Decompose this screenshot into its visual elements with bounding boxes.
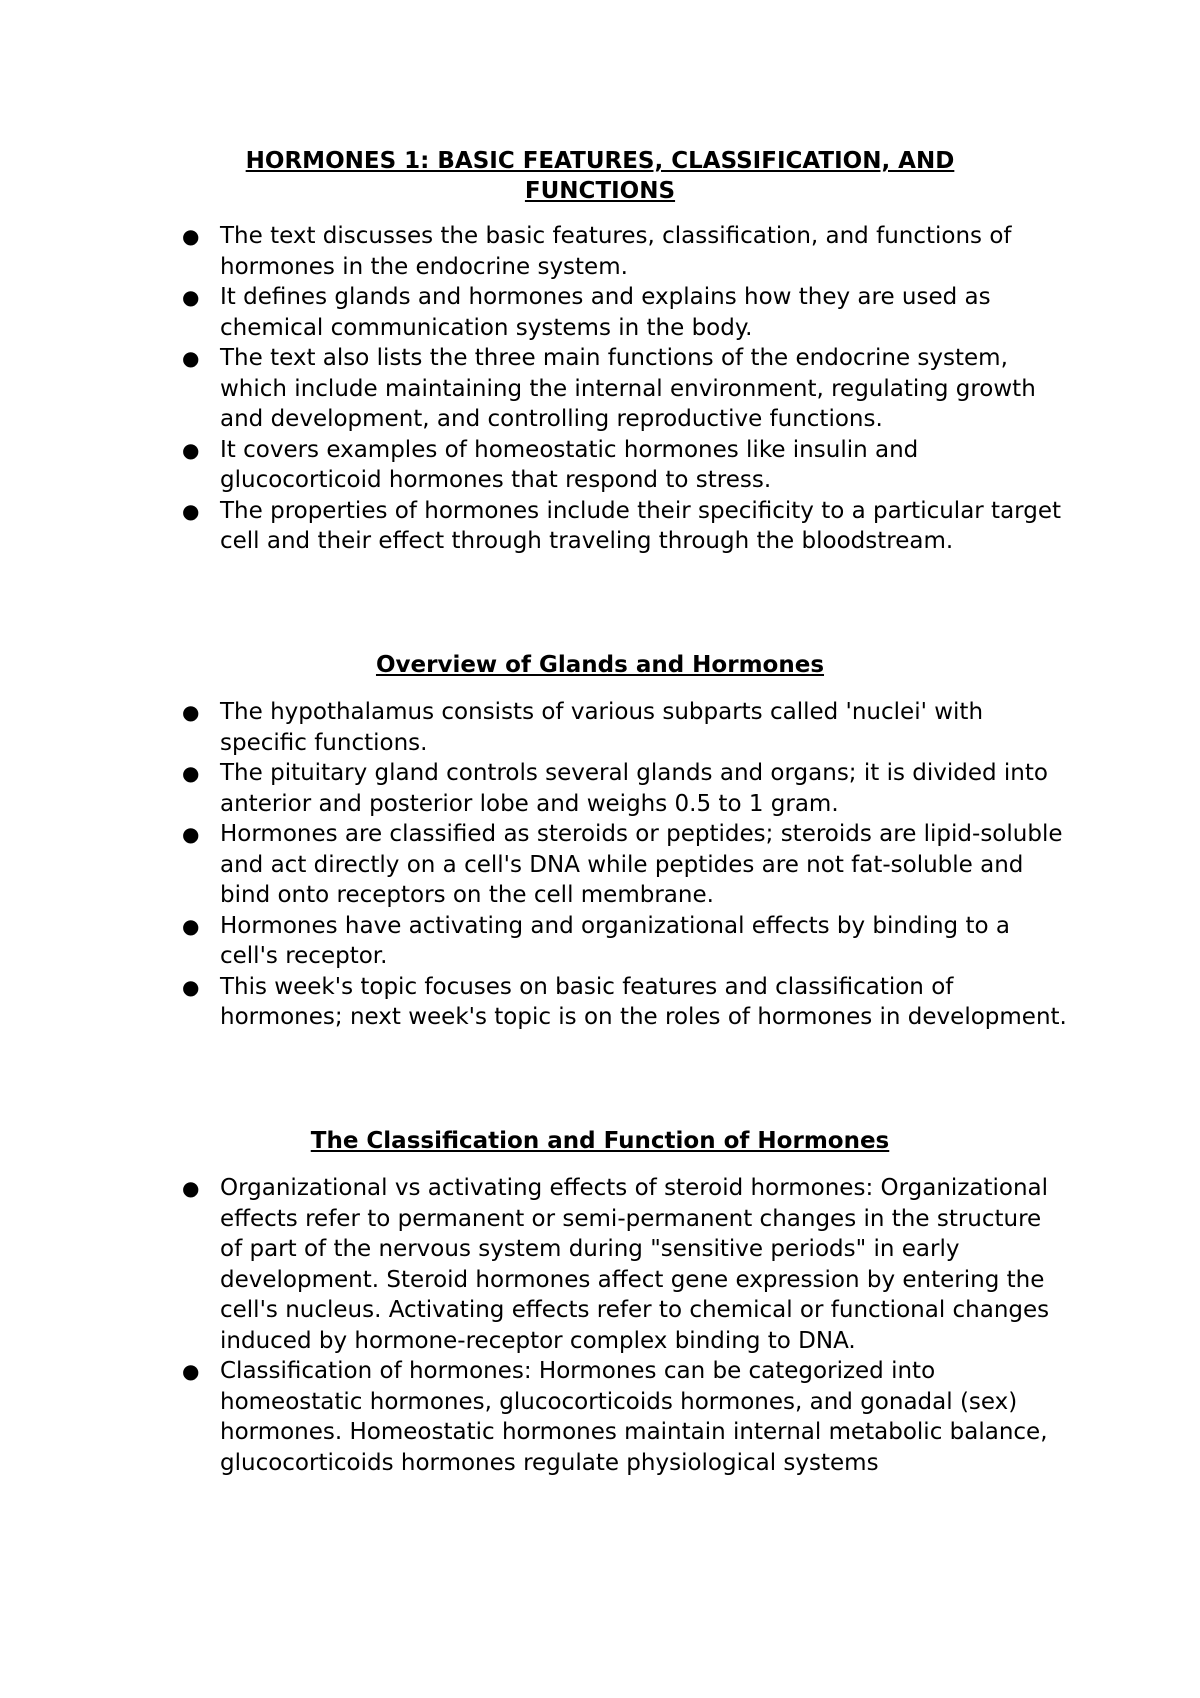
section-2-bullet-list: [0, 697, 1070, 1033]
list-item: [0, 1173, 1070, 1356]
list-item: [0, 221, 1070, 282]
bullet-icon: ●: [182, 700, 200, 724]
list-item: [0, 758, 1070, 819]
list-item: [0, 911, 1070, 972]
list-item-text: It defines glands and hormones and explains how they are used as chemical communication systems in the body.: [220, 284, 991, 341]
list-item-text: The hypothalamus consists of various subparts called 'nuclei' with specific functions.: [220, 699, 984, 756]
list-item: [0, 496, 1070, 557]
list-item-text: Organizational vs activating effects of steroid hormones: Organizational effects refer to permanent or semi-permanent changes in the structure of part of the nervous system during "sensitive periods" in early development. Steroid hormones affect gene expression by entering the cell's nucleus. Activating effects refer to chemical or functional changes induced by hormone-receptor complex binding to DNA.: [220, 1175, 1050, 1354]
list-item-text: It covers examples of homeostatic hormones like insulin and glucocorticoid hormones that respond to stress.: [220, 436, 919, 493]
list-item: [0, 972, 1070, 1033]
bullet-icon: ●: [182, 913, 200, 938]
list-item-text: This week's topic focuses on basic features and classification of hormones; next week's topic is on the roles of hormones in development.: [220, 973, 1067, 1030]
list-item-text: The pituitary gland controls several glands and organs; it is divided into anterior and posterior lobe and weighs 0.5 to 1 gram.: [220, 760, 1048, 817]
bullet-icon: ●: [182, 761, 200, 785]
list-item-text: Classification of hormones: Hormones can be categorized into homeostatic hormones, glucocorticoids hormones, and gonadal (sex) hormones. Homeostatic hormones maintain internal metabolic balance, glucocorticoids hormones regulate physiological systems: [220, 1358, 1048, 1476]
bullet-icon: ●: [182, 224, 200, 248]
list-item-text: Hormones are classified as steroids or peptides; steroids are lipid-soluble and act directly on a cell's DNA while peptides are not fat-soluble and bind onto receptors on the cell membrane.: [220, 821, 1063, 908]
list-item-text: The text also lists the three main functions of the endocrine system, which include maintaining the internal environment, regulating growth and development, and controlling reproductive functions.: [220, 345, 1036, 432]
bullet-icon: ●: [182, 822, 200, 846]
bullet-icon: ●: [182, 437, 200, 462]
section-2-heading: Overview of Glands and Hormones: [375, 652, 825, 678]
list-item: [0, 435, 1070, 496]
section-3-heading: The Classification and Function of Hormones: [310, 1128, 890, 1154]
list-item-text: Hormones have activating and organizational effects by binding to a cell's receptor.: [220, 912, 1010, 969]
section-3-bullet-list: [0, 1173, 1070, 1478]
list-item: [0, 282, 1070, 343]
bullet-icon: ●: [182, 1359, 200, 1383]
list-item: [0, 819, 1070, 911]
document-title-line-1: HORMONES 1: BASIC FEATURES, CLASSIFICATION, AND: [245, 148, 955, 174]
list-item: [0, 343, 1070, 435]
document-title: [200, 146, 1000, 206]
list-item-text: The properties of hormones include their specificity to a particular target cell and their effect through traveling through the bloodstream.: [220, 497, 1061, 554]
bullet-icon: ●: [182, 1176, 200, 1200]
list-item-text: The text discusses the basic features, classification, and functions of hormones in the endocrine system.: [220, 223, 1012, 280]
bullet-icon: ●: [182, 974, 200, 999]
section-1-bullet-list: [0, 221, 1070, 557]
bullet-icon: ●: [182, 498, 200, 523]
bullet-icon: ●: [182, 346, 200, 370]
list-item: [0, 697, 1070, 758]
bullet-icon: ●: [182, 285, 200, 309]
document-title-line-2: FUNCTIONS: [524, 178, 676, 204]
list-item: [0, 1356, 1070, 1478]
